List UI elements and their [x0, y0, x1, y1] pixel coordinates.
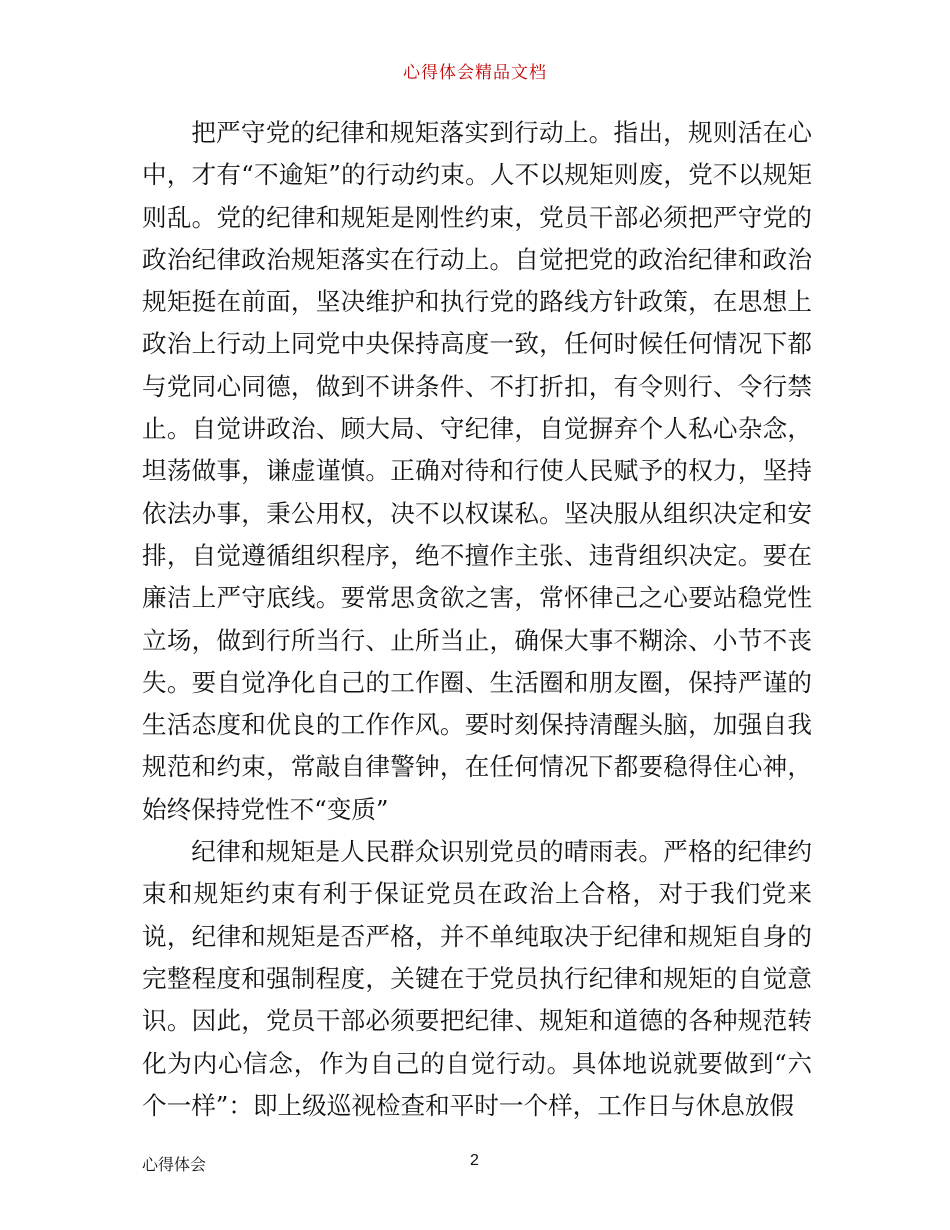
paragraph-1: 把严守党的纪律和规矩落实到行动上。指出，规则活在心中，才有“不逾矩”的行动约束。人不以规矩则废，党不以规矩则乱。党的纪律和规矩是刚性约束，党员干部必须把严守党的政治纪律政治规矩落实在行动上。自觉把党的政治纪律和政治规矩挺在前面，坚决维护和执行党的路线方针政策，在思想上政治上行动上同党中央保持高度一致，任何时候任何情况下都与党同心同德，做到不讲条件、不打折扣，有令则行、令行禁止。自觉讲政治、顾大局、守纪律，自觉摒弃个人私心杂念，坦荡做事，谦虚谨慎。正确对待和行使人民赋予的权力，坚持依法办事，秉公用权，决不以权谋私。坚决服从组织决定和安排，自觉遵循组织程序，绝不擅作主张、违背组织决定。要在廉洁上严守底线。要常思贪欲之害，常怀律己之心要站稳党性立场，做到行所当行、止所当止，确保大事不糊涂、小节不丧失。要自觉净化自己的工作圈、生活圈和朋友圈，保持严谨的生活态度和优良的工作作风。要时刻保持清醒头脑，加强自我规范和约束，常敲自律警钟，在任何情况下都要稳得住心神，始终保持党性不“变质” [142, 118, 812, 824]
paragraph-2: 纪律和规矩是人民群众识别党员的晴雨表。严格的纪律约束和规矩约束有利于保证党员在政治上合格，对于我们党来说，纪律和规矩是否严格，并不单纯取决于纪律和规矩自身的完整程度和强制程度，关键在于党员执行纪律和规矩的自觉意识。因此，党员干部必须要把纪律、规矩和道德的各种规范转化为内心信念，作为自己的自觉行动。具体地说就要做到“六个一样”：即上级巡视检查和平时一个样，工作日与休息放假 [142, 837, 812, 1120]
footer-label: 心得体会 [142, 1155, 207, 1174]
page-number: 2 [470, 1152, 479, 1169]
header-title: 心得体会精品文档 [403, 63, 547, 83]
document-body [142, 112, 812, 1127]
